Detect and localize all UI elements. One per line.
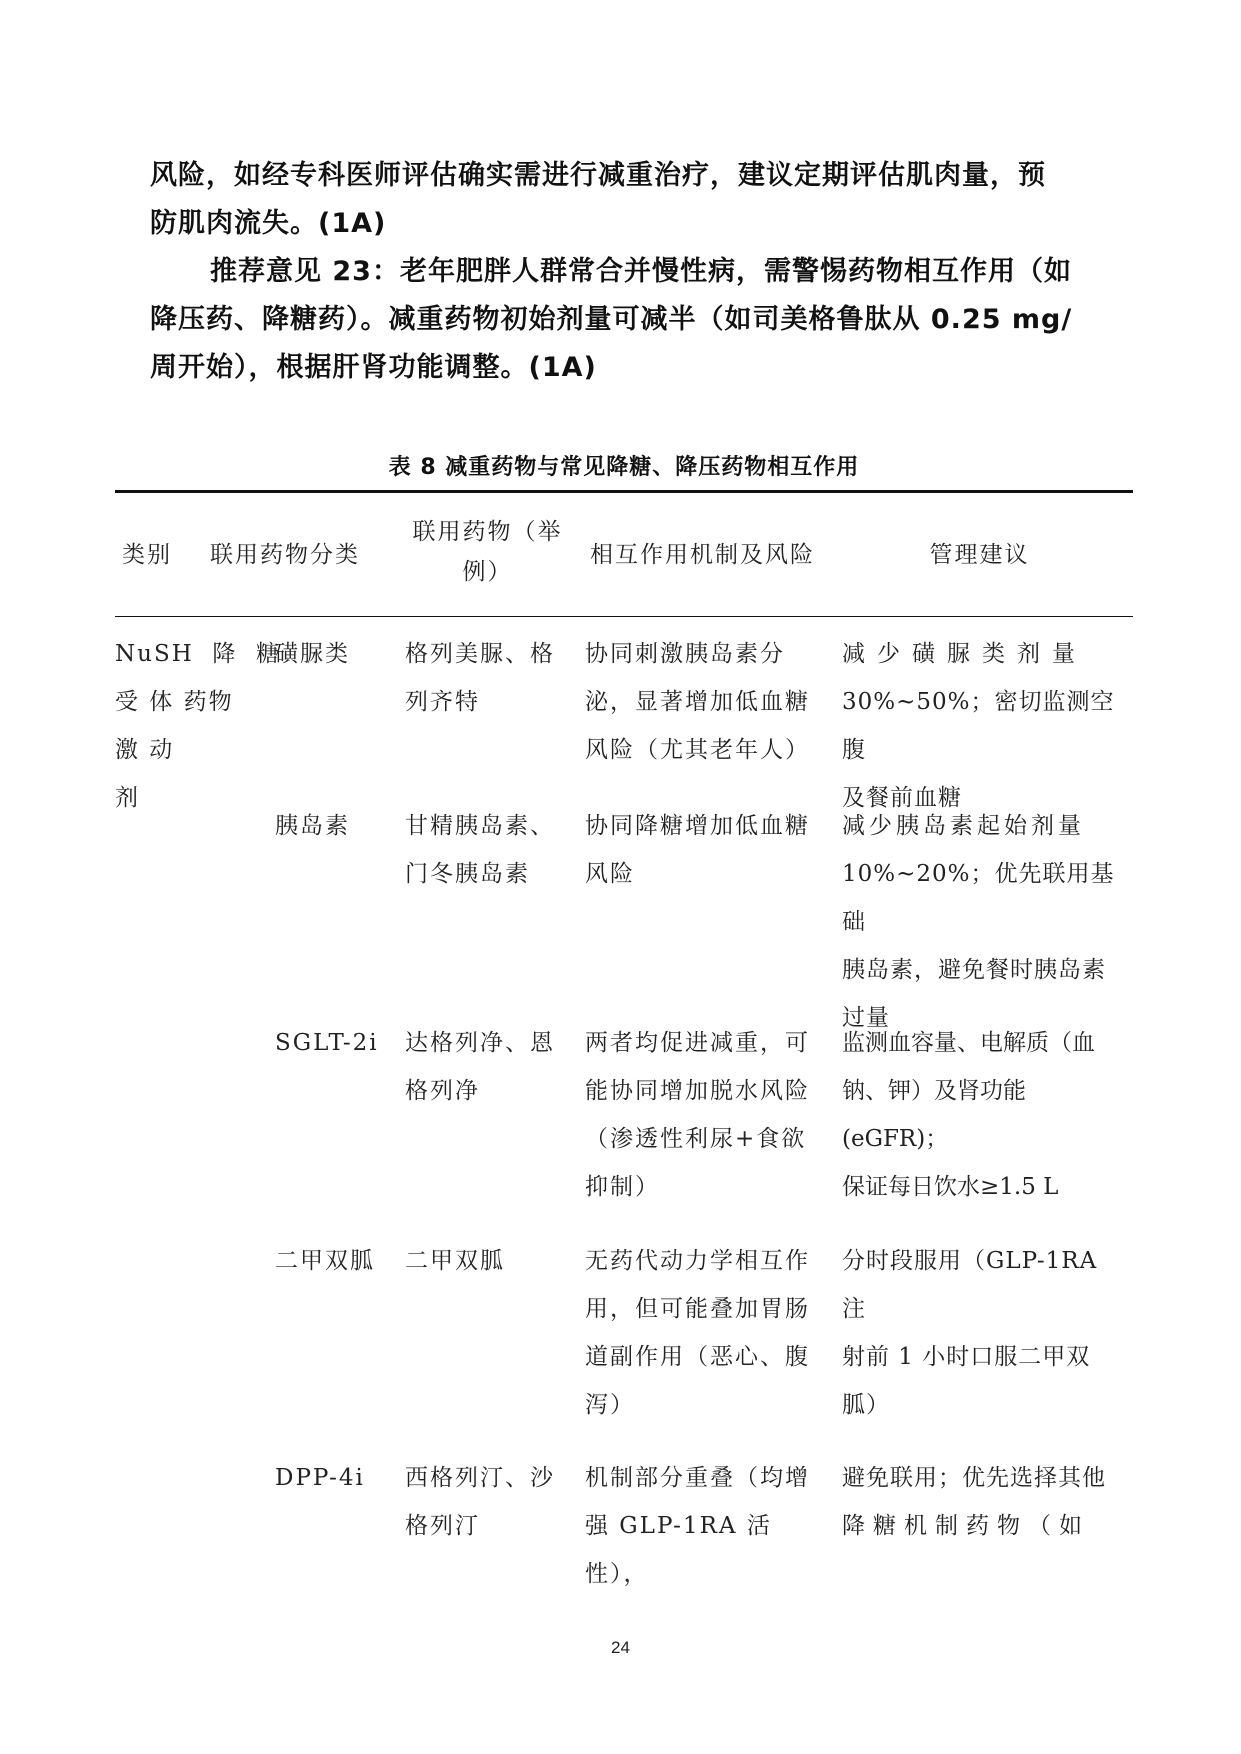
page-number: 24	[611, 1638, 630, 1657]
cell-line: 监测血容量、电解质（血	[842, 1030, 1095, 1056]
cell-line: 钠、钾）及肾功能(eGFR)；	[842, 1078, 1026, 1152]
cell-line: 两者均促进减重，可	[585, 1030, 810, 1056]
cell-line: 道副作用（恶心、腹	[585, 1344, 810, 1370]
header-line: 例）	[462, 559, 513, 585]
cell-line: 达格列净、恩	[405, 1030, 555, 1056]
row2-advice	[842, 802, 1117, 1042]
row1-drugs	[405, 630, 570, 726]
cell-line: 甘精胰岛素、	[405, 813, 555, 839]
cell-line: 无药代动力学相互作	[585, 1248, 810, 1274]
row2-drug-class: 胰岛素	[275, 813, 350, 839]
paragraph-recommendation-23	[150, 248, 1100, 392]
cell-line: 泻）	[585, 1392, 635, 1418]
cell-line: 格列净	[405, 1078, 480, 1104]
cell-line: 降糖机制药物（如	[842, 1513, 1090, 1539]
cell-line: 列齐特	[405, 689, 480, 715]
cell-line: 风险（尤其老年人）	[585, 737, 810, 763]
cell-line: 机制部分重叠（均增	[585, 1465, 810, 1491]
row4-drugs	[405, 1237, 570, 1285]
paragraph-risk	[150, 152, 1100, 248]
row5-drug-class: DPP-4i	[275, 1465, 365, 1491]
header-advice: 管理建议	[929, 542, 1030, 568]
cell-line: 能协同增加脱水风险	[585, 1078, 810, 1104]
row4-mechanism	[585, 1237, 820, 1429]
cell-line: 30%~50%；密切监测空腹	[842, 689, 1115, 763]
paragraph-line: 推荐意见 23：老年肥胖人群常合并慢性病，需警惕药物相互作用（如	[210, 256, 1072, 287]
row4-advice	[842, 1237, 1117, 1429]
cell-line: 协同降糖增加低血糖	[585, 813, 810, 839]
row3-drug-class: SGLT-2i	[275, 1030, 379, 1056]
paragraph-line: 周开始），根据肝肾功能调整。(1A)	[150, 352, 597, 383]
cell-line: 格列汀	[405, 1513, 480, 1539]
row5-drugs	[405, 1454, 570, 1550]
cell-line: 泌，显著增加低血糖	[585, 689, 810, 715]
row5-mechanism	[585, 1454, 820, 1598]
row4-drug-class: 二甲双胍	[275, 1248, 375, 1274]
paragraph-line: 降压药、降糖药）。减重药物初始剂量可减半（如司美格鲁肽从 0.25 mg/	[150, 304, 1073, 335]
cell-line: 抑制）	[585, 1174, 660, 1200]
cell-line: 减少磺脲类剂量	[842, 641, 1087, 667]
header-drug-example	[405, 512, 570, 592]
cell-line: 二甲双胍	[405, 1248, 505, 1274]
header-mechanism: 相互作用机制及风险	[590, 542, 815, 568]
table-header-rule	[115, 616, 1133, 617]
cell-line: 风险	[585, 861, 635, 887]
cell-line: 胍）	[842, 1392, 890, 1418]
table-top-rule	[115, 490, 1133, 493]
row2-drugs	[405, 802, 570, 898]
cell-line: 强 GLP-1RA 活性），	[585, 1513, 772, 1587]
cell-line: 避免联用；优先选择其他	[842, 1465, 1106, 1491]
cell-line: 保证每日饮水≥1.5 L	[842, 1174, 1059, 1200]
row1-drug-class: 磺脲类	[275, 641, 350, 667]
category-cell	[115, 630, 281, 822]
cell-line: 门冬胰岛素	[405, 861, 530, 887]
table-caption: 表 8 减重药物与常见降糖、降压药物相互作用	[388, 455, 860, 480]
cell-line: 协同刺激胰岛素分	[585, 641, 785, 667]
cell-line: 格列美脲、格	[405, 641, 555, 667]
paragraph-line: 防肌肉流失。(1A)	[150, 208, 387, 239]
category-line: NuSH 降 糖	[115, 641, 281, 667]
cell-line: 用，但可能叠加胃肠	[585, 1296, 810, 1322]
cell-line: 西格列汀、沙	[405, 1465, 555, 1491]
cell-line: 及餐前血糖	[842, 785, 962, 811]
row3-mechanism	[585, 1019, 820, 1211]
cell-line: （渗透性利尿+食欲	[585, 1126, 807, 1152]
category-line: 剂	[115, 785, 140, 811]
row5-advice	[842, 1454, 1117, 1550]
category-line: 激 动	[115, 737, 175, 763]
cell-line: 过量	[842, 1005, 890, 1031]
cell-line: 10%~20%；优先联用基础	[842, 861, 1115, 935]
row3-drugs	[405, 1019, 570, 1115]
cell-line: 减少胰岛素起始剂量	[842, 813, 1085, 839]
row2-mechanism	[585, 802, 820, 898]
row1-mechanism	[585, 630, 820, 774]
header-category: 类别	[122, 542, 172, 568]
header-line: 联用药物（举	[412, 519, 563, 545]
row3-advice	[842, 1019, 1117, 1211]
row1-advice	[842, 630, 1117, 822]
category-line: 受 体 药物	[115, 689, 234, 715]
cell-line: 胰岛素，避免餐时胰岛素	[842, 957, 1106, 983]
paragraph-line: 风险，如经专科医师评估确实需进行减重治疗，建议定期评估肌肉量，预	[150, 160, 1046, 191]
cell-line: 分时段服用（GLP-1RA 注	[842, 1248, 1098, 1322]
cell-line: 射前 1 小时口服二甲双	[842, 1344, 1091, 1370]
header-drug-class: 联用药物分类	[210, 542, 360, 568]
